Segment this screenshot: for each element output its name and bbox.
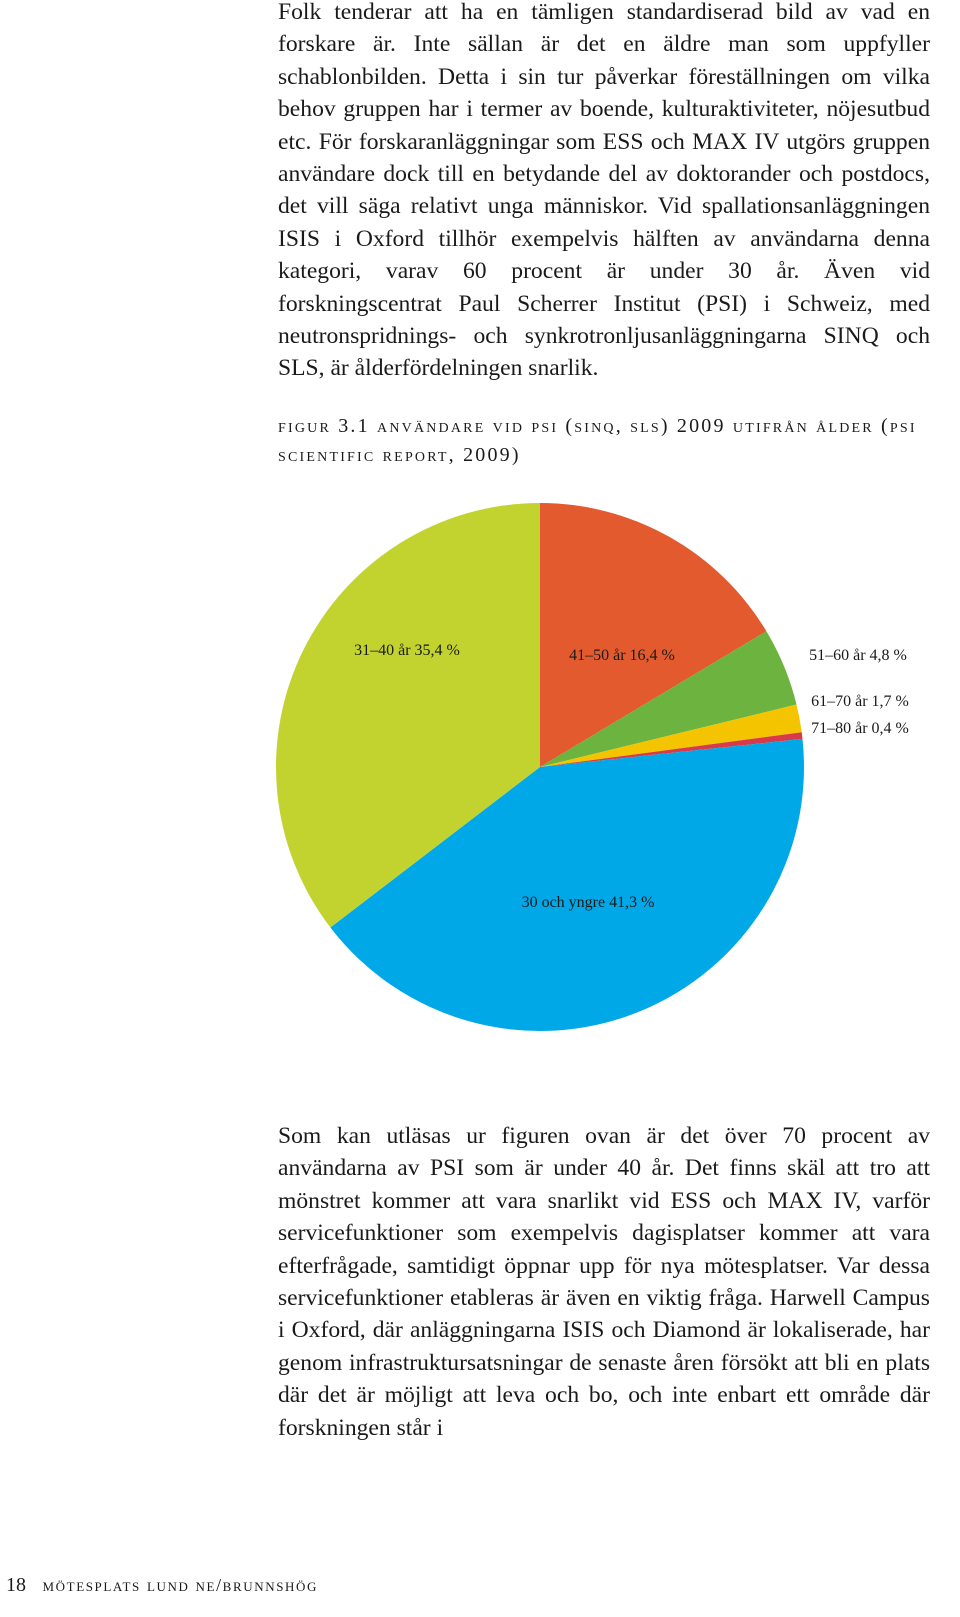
slice-label: 71–80 år 0,4 % [811, 720, 909, 737]
slice-label: 61–70 år 1,7 % [811, 693, 909, 710]
body-paragraph-1: Folk tenderar att ha en tämligen standardiserad bild av vad en forskare är. Inte sällan är det en äldre man som uppfyller schablonbilden. Detta i sin tur påverkar föreställningen om vilka behov gruppen har i termer av boende, kulturaktiviteter, nöjesutbud etc. För forskaranläggningar som ESS och MAX IV utgörs gruppen användare dock till en betydande del av doktorander och postdocs, det vill säga relativt unga människor. Vid spallationsanläggningen ISIS i Oxford tillhör exempelvis hälften av användarna denna kategori, varav 60 procent är under 30 år. Även vid forskningscentrat Paul Scherrer Institut (PSI) i Schweiz, med neutronspridnings- och synkrotronljusanläggningarna SINQ och SLS, är ålderfördelningen snarlik. [278, 0, 930, 382]
slice-label: 30 och yngre 41,3 % [521, 894, 655, 911]
page-number: 18 [6, 1574, 26, 1596]
slice-label: 51–60 år 4,8 % [809, 647, 907, 664]
age-pie-chart [0, 480, 960, 1060]
figure-caption: figur 3.1 användare vid psi (sinq, sls) 2009 utifrån ålder (psi scientific report, 2009) [278, 415, 917, 466]
slice-label: 31–40 år 35,4 % [354, 642, 460, 659]
body-paragraph-2: Som kan utläsas ur figuren ovan är det över 70 procent av användarna av PSI som är under 40 år. Det finns skäl att tro att mönstret kommer att vara snarlikt vid ESS och MAX IV, varför servicefunktioner som exempelvis dagisplatser kommer att vara efterfrågade, samtidigt öppnar upp för nya mötesplatser. Var dessa servicefunktioner etableras är även en viktig fråga. Harwell Campus i Oxford, där anläggningarna ISIS och Diamond är lokaliserade, har genom infrastruktursatsningar de senaste åren försökt att bli en plats där det är möjligt att leva och bo, och inte enbart ett område där forskningen står i [278, 1123, 930, 1441]
page-footer [6, 1574, 318, 1597]
running-title: mötesplats lund ne/brunnshög [42, 1575, 318, 1595]
slice-label: 41–50 år 16,4 % [569, 647, 675, 664]
